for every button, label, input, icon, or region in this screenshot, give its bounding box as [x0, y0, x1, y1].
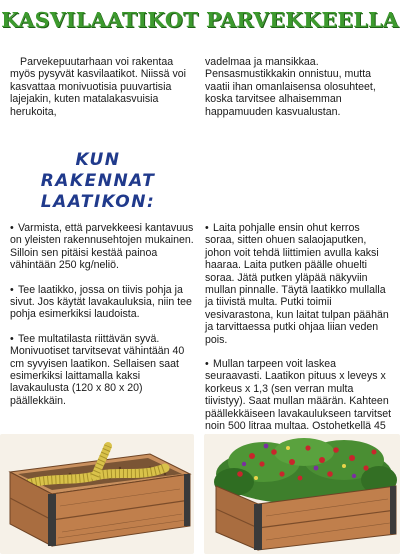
list-item: • Varmista, että parvekkeesi kantavuus on yleisten rakennusehtojen mukainen. Silloin sen pitäisi kestää painoa vähintään 250 kg/neliö.	[10, 222, 194, 272]
intro-right-text: vadelmaa ja mansikkaa. Pensasmustikkakin onnistuu, mutta vaatii ihan omanlaisensa olosuhteet, koska tarvitsee alhaisemman happamuuden kasvualustan.	[205, 56, 376, 118]
illustration-box-with-pipe	[0, 434, 194, 554]
illustration-box-with-plants	[204, 434, 400, 554]
intro-left-text: Parvekepuutarhaan voi rakentaa myös pysyvät kasvilaatikot. Niissä voi kasvattaa monivuotisia puuvartisia lajejakin, kuten matalakasvuisia herukoita,	[10, 56, 187, 118]
bullet-icon: •	[10, 283, 14, 296]
section-heading-line-1: KUN RAKENNAT	[40, 150, 156, 191]
intro-left-column	[10, 56, 193, 118]
section-heading-line-2: LAATIKON:	[40, 192, 156, 212]
bullet-icon: •	[10, 222, 14, 234]
list-item: • Mullan tarpeen voit laskea seuraavasti. Laatikon pituus x leveys x korkeus x 1,3 (sen verran multa tiivistyy). Saat mullan määrän. Kahteen päällekkäiseen lavakaulukseen tarvitset noin 500 litraa multaa. Ostohetkellä 45	[205, 358, 392, 433]
instructions-left-list	[10, 222, 196, 419]
list-item: • Laita pohjalle ensin ohut kerros soraa, sitten ohuen salaojaputken, johon voit tehdä liittimien avulla kaksi haaraa. Laita putken päälle ohuelti soraa. Jätä putken yläpää näkyviin mullan pinnalle. Täytä laatikko mullalla ja tiivistä multa. Putki toimii vesivarastona, kun laitat tulpan päähän ja tarvittaessa putki ohjaa liian veden pois.	[205, 222, 389, 346]
page-title: KASVILAATIKOT PARVEKKEELLA	[1, 8, 399, 32]
intro-right-column	[205, 56, 390, 118]
list-item: • Tee multatilasta riittävän syvä. Monivuotiset tarvitsevat vähintään 40 cm syvyisen laatikon. Sellaisen saat esimerkiksi laittamalla kaksi lavakaulusta (120 x 80 x 20) päällekkäin.	[10, 332, 185, 407]
bullet-icon: •	[205, 358, 209, 371]
bullet-icon: •	[205, 222, 209, 234]
list-item: • Tee laatikko, jossa on tiivis pohja ja sivut. Jos käytät lavakauluksia, niin tee pohja esimerkiksi laudoista.	[10, 283, 192, 321]
bullet-icon: •	[10, 332, 14, 345]
instructions-right-list	[205, 222, 392, 469]
section-heading	[28, 150, 168, 213]
